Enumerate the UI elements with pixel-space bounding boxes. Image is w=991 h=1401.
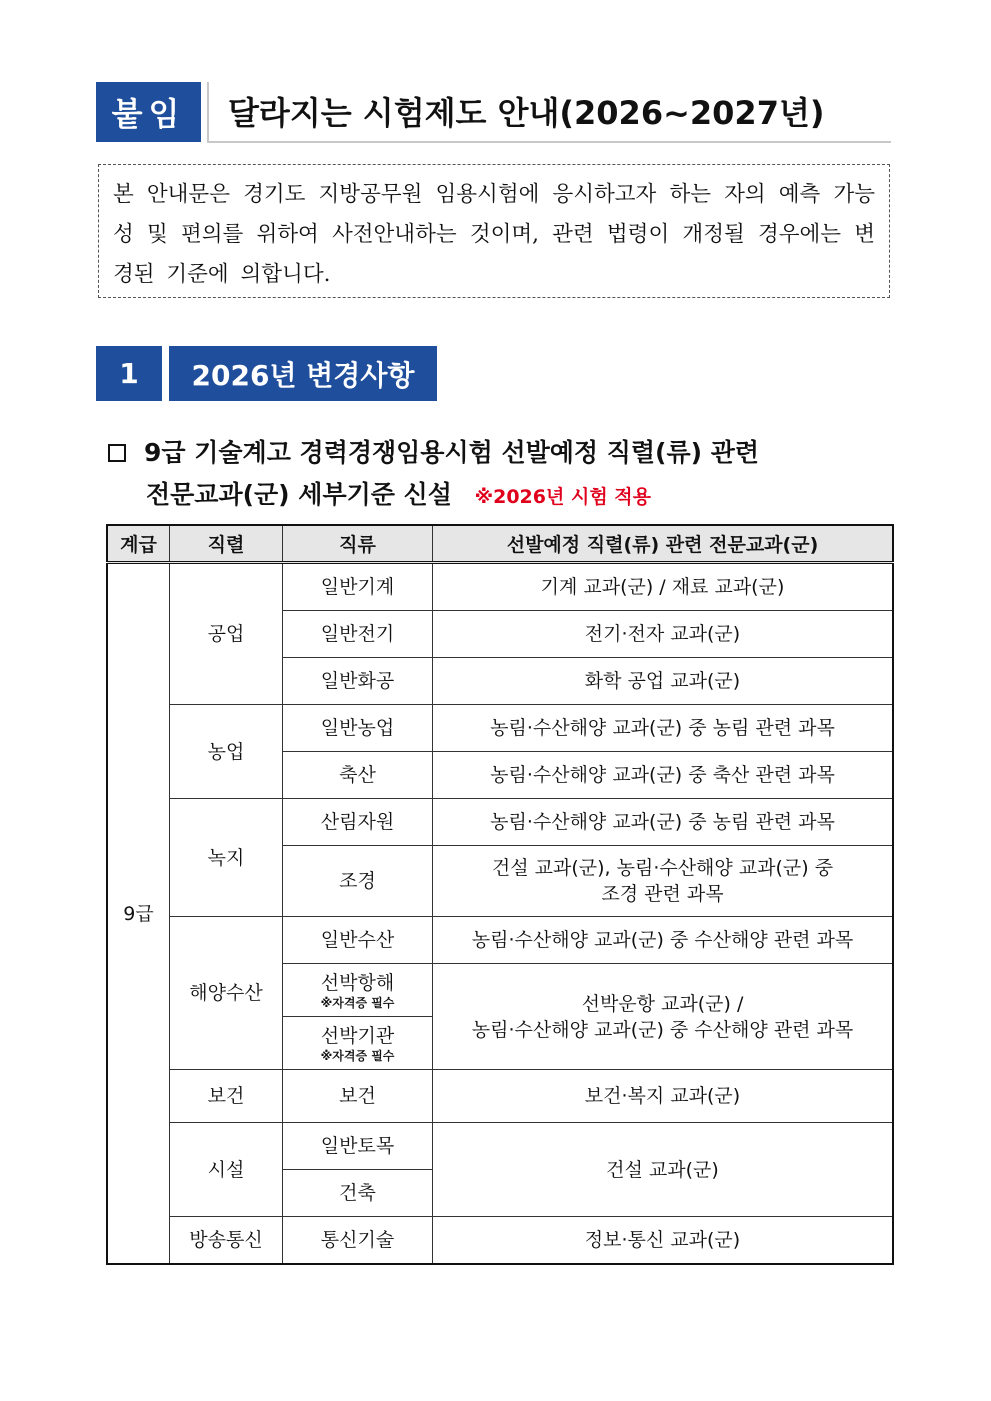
subject-cell: 화학 공업 교과(군) — [433, 658, 894, 705]
attachment-header — [96, 82, 891, 144]
series-cell: 방송통신 — [170, 1217, 283, 1265]
table-row — [107, 563, 893, 611]
notice-box — [98, 164, 890, 298]
header-divider — [207, 82, 209, 142]
subject-line: 선박운항 교과(군) / — [581, 992, 744, 1015]
subject-cell: 정보·통신 교과(군) — [433, 1217, 894, 1265]
subject-cell: 보건·복지 교과(군) — [433, 1070, 894, 1123]
table-row — [107, 917, 893, 964]
subject-cell: 기계 교과(군) / 재료 교과(군) — [433, 563, 894, 611]
checkbox-icon — [108, 444, 126, 462]
series-cell: 녹지 — [170, 799, 283, 917]
subheading-line2: 전문교과(군) 세부기준 신설 — [146, 480, 452, 509]
class-cell: 산림자원 — [283, 799, 433, 846]
series-cell: 농업 — [170, 705, 283, 799]
subject-cell — [433, 846, 894, 917]
header-grade: 계급 — [107, 525, 170, 563]
class-cell: 통신기술 — [283, 1217, 433, 1265]
subject-cell: 건설 교과(군) — [433, 1123, 894, 1217]
class-cell: 일반수산 — [283, 917, 433, 964]
header-subject: 선발예정 직렬(류) 관련 전문교과(군) — [433, 525, 894, 563]
class-cell: 일반화공 — [283, 658, 433, 705]
subject-cell: 전기·전자 교과(군) — [433, 611, 894, 658]
subject-cell — [433, 964, 894, 1070]
series-cell: 보건 — [170, 1070, 283, 1123]
header-underline — [207, 141, 891, 143]
header-series: 직렬 — [170, 525, 283, 563]
table-row — [107, 1217, 893, 1265]
series-cell: 해양수산 — [170, 917, 283, 1070]
header-class: 직류 — [283, 525, 433, 563]
subject-cell: 농림·수산해양 교과(군) 중 수산해양 관련 과목 — [433, 917, 894, 964]
class-cell — [283, 964, 433, 1017]
subheading-line1: 9급 기술계고 경력경쟁임용시험 선발예정 직렬(류) 관련 — [144, 438, 760, 467]
license-required-note: ※자격증 필수 — [320, 996, 395, 1010]
section-title: 2026년 변경사항 — [169, 346, 437, 401]
series-cell: 시설 — [170, 1123, 283, 1217]
notice-text: 본 안내문은 경기도 지방공무원 임용시험에 응시하고자 하는 자의 예측 가능성 및 편의를 위하여 사전안내하는 것이며, 관련 법령이 개정될 경우에는 변경된 기준에 의합니다. — [113, 182, 875, 287]
page-title: 달라지는 시험제도 안내(2026~2027년) — [228, 94, 825, 132]
grade-cell: 9급 — [107, 563, 170, 1265]
table-row — [107, 1123, 893, 1170]
section-number: 1 — [96, 346, 162, 401]
class-cell: 일반토목 — [283, 1123, 433, 1170]
subject-line: 농림·수산해양 교과(군) 중 수산해양 관련 과목 — [471, 1018, 854, 1041]
class-name: 선박항해 — [320, 972, 395, 994]
table-header-row — [107, 525, 893, 563]
class-cell: 축산 — [283, 752, 433, 799]
subject-line: 조경 관련 과목 — [601, 883, 724, 905]
class-cell: 일반농업 — [283, 705, 433, 752]
series-cell: 공업 — [170, 563, 283, 705]
table-row — [107, 1070, 893, 1123]
class-cell — [283, 1017, 433, 1070]
subheading — [108, 432, 898, 518]
class-cell: 일반전기 — [283, 611, 433, 658]
license-required-note: ※자격증 필수 — [320, 1049, 395, 1063]
attachment-badge: 붙임 — [96, 82, 201, 142]
subject-cell: 농림·수산해양 교과(군) 중 농림 관련 과목 — [433, 799, 894, 846]
class-cell: 조경 — [283, 846, 433, 917]
class-name: 선박기관 — [320, 1025, 395, 1047]
subject-criteria-table — [106, 524, 894, 1265]
application-note: ※2026년 시험 적용 — [474, 486, 651, 508]
subject-cell: 농림·수산해양 교과(군) 중 축산 관련 과목 — [433, 752, 894, 799]
table-row — [107, 705, 893, 752]
subject-line: 건설 교과(군), 농림·수산해양 교과(군) 중 — [491, 857, 834, 879]
class-cell: 일반기계 — [283, 563, 433, 611]
subject-cell: 농림·수산해양 교과(군) 중 농림 관련 과목 — [433, 705, 894, 752]
class-cell: 건축 — [283, 1170, 433, 1217]
table-row — [107, 799, 893, 846]
class-cell: 보건 — [283, 1070, 433, 1123]
